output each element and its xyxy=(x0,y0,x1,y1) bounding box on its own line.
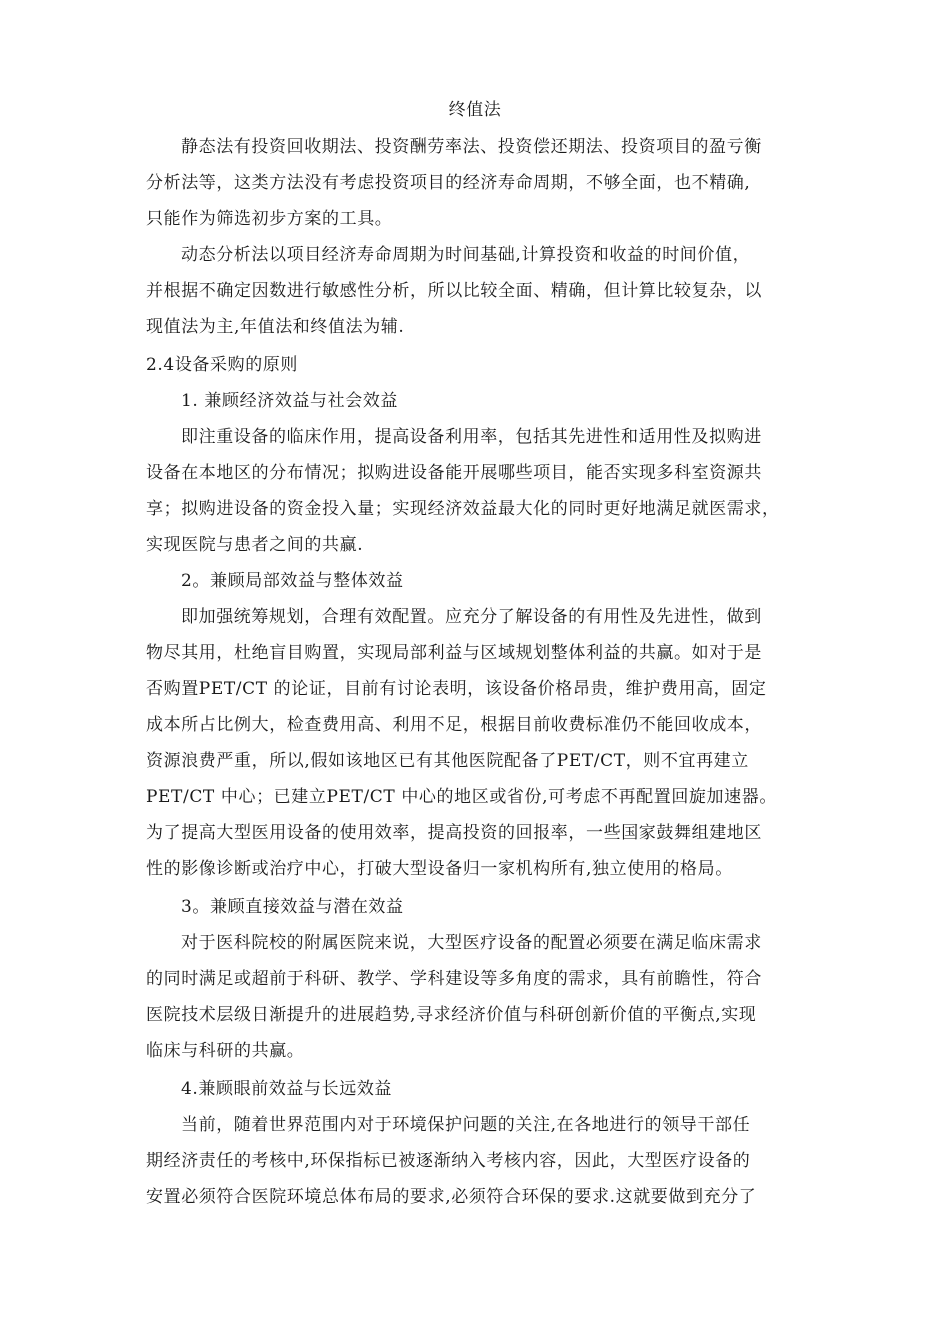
paragraph-line: 为了提高大型医用设备的使用效率，提高投资的回报率，一些国家鼓舞组建地区 xyxy=(146,823,762,843)
paragraph-line: 成本所占比例大，检查费用高、利用不足，根据目前收费标准仍不能回收成本， xyxy=(146,715,762,735)
paragraph-line: 享；拟购进设备的资金投入量；实现经济效益最大化的同时更好地满足就医需求， xyxy=(146,499,780,519)
paragraph-line: 设备在本地区的分布情况；拟购进设备能开展哪些项目，能否实现多科室资源共 xyxy=(146,463,762,483)
principle-heading: 2。兼顾局部效益与整体效益 xyxy=(181,571,404,591)
paragraph-line: 静态法有投资回收期法、投资酬劳率法、投资偿还期法、投资项目的盈亏衡 xyxy=(181,137,762,157)
paragraph-line: 医院技术层级日渐提升的进展趋势,寻求经济价值与科研创新价值的平衡点,实现 xyxy=(146,1005,757,1025)
paragraph-line: 否购置PET/CT 的论证，目前有讨论表明，该设备价格昂贵，维护费用高，固定 xyxy=(146,679,767,699)
paragraph-line: 现值法为主,年值法和终值法为辅. xyxy=(146,317,405,337)
paragraph-line: 只能作为筛选初步方案的工具。 xyxy=(146,209,393,229)
section-heading: 终值法 xyxy=(448,100,502,120)
paragraph-line: 临床与科研的共赢。 xyxy=(146,1041,305,1061)
paragraph-line: 资源浪费严重，所以,假如该地区已有其他医院配备了PET/CT，则不宜再建立 xyxy=(146,751,749,771)
paragraph-line: 实现医院与患者之间的共赢. xyxy=(146,535,364,555)
paragraph-line: 分析法等，这类方法没有考虑投资项目的经济寿命周期，不够全面，也不精确, xyxy=(146,173,751,193)
principle-heading: 1. 兼顾经济效益与社会效益 xyxy=(181,391,399,411)
paragraph-line: 当前，随着世界范围内对于环境保护问题的关注,在各地进行的领导干部任 xyxy=(181,1115,751,1135)
paragraph-line: 期经济责任的考核中,环保指标已被逐渐纳入考核内容，因此，大型医疗设备的 xyxy=(146,1151,751,1171)
principle-heading: 4.兼顾眼前效益与长远效益 xyxy=(181,1079,393,1099)
paragraph-line: 即注重设备的临床作用，提高设备利用率，包括其先进性和适用性及拟购进 xyxy=(181,427,762,447)
subsection-heading: 2.4设备采购的原则 xyxy=(146,355,299,375)
paragraph-line: 动态分析法以项目经济寿命周期为时间基础,计算投资和收益的时间价值， xyxy=(181,245,751,265)
paragraph-line: 并根据不确定因数进行敏感性分析，所以比较全面、精确，但计算比较复杂，以 xyxy=(146,281,762,301)
paragraph-line: 即加强统筹规划，合理有效配置。应充分了解设备的有用性及先进性，做到 xyxy=(181,607,762,627)
paragraph-line: 对于医科院校的附属医院来说，大型医疗设备的配置必须要在满足临床需求 xyxy=(181,933,762,953)
paragraph-line: 安置必须符合医院环境总体布局的要求,必须符合环保的要求.这就要做到充分了 xyxy=(146,1187,757,1207)
paragraph-line: 物尽其用，杜绝盲目购置，实现局部利益与区域规划整体利益的共赢。如对于是 xyxy=(146,643,762,663)
paragraph-line: 的同时满足或超前于科研、教学、学科建设等多角度的需求，具有前瞻性，符合 xyxy=(146,969,762,989)
paragraph-line: 性的影像诊断或治疗中心，打破大型设备归一家机构所有,独立使用的格局。 xyxy=(146,859,733,879)
paragraph-line: PET/CT 中心；已建立PET/CT 中心的地区或省份,可考虑不再配置回旋加速器。 xyxy=(146,787,777,807)
principle-heading: 3。兼顾直接效益与潜在效益 xyxy=(181,897,404,917)
